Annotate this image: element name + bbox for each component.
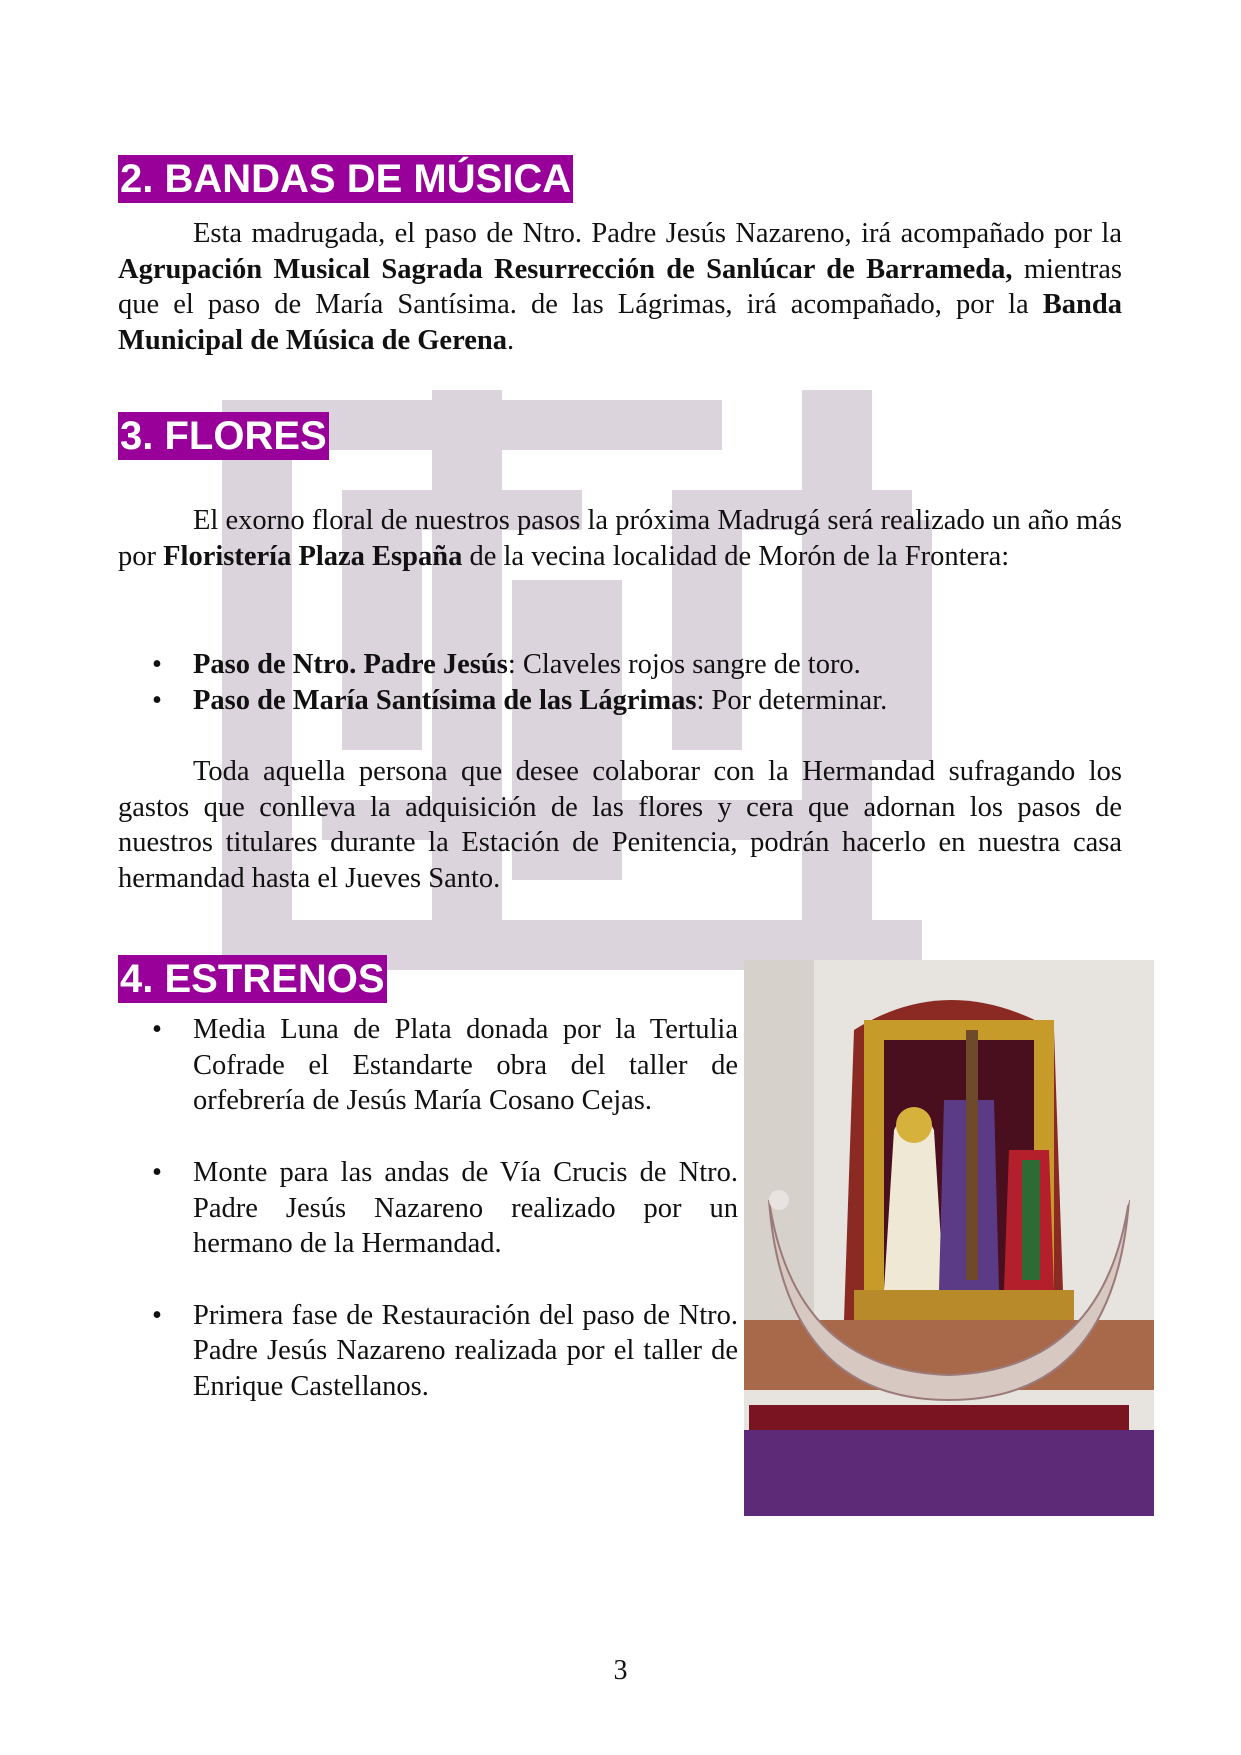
estrenos-list bbox=[118, 1012, 738, 1440]
list-item: • Paso de Ntro. Padre Jesús: Claveles rojos sangre de toro. bbox=[118, 647, 1122, 683]
flores-intro-paragraph: El exorno floral de nuestros pasos la próxima Madrugá será realizado un año más por Floristería Plaza España de la vecina localidad de Morón de la Frontera: bbox=[118, 505, 1122, 572]
list-item: • Media Luna de Plata donada por la Tertulia Cofrade el Estandarte obra del taller de orfebrería de Jesús María Cosano Cejas. bbox=[152, 1014, 738, 1117]
flores-closing-paragraph: Toda aquella persona que desee colaborar con la Hermandad sufragando los gastos que conlleva la adquisición de las flores y cera que adornan los pasos de nuestros titulares durante la Estación de Penitencia, podrán hacerlo en nuestra casa hermandad hasta el Jueves Santo. bbox=[118, 756, 1122, 895]
list-item: • Primera fase de Restauración del paso de Ntro. Padre Jesús Nazareno realizada por el taller de Enrique Castellanos. bbox=[152, 1299, 738, 1402]
bullet-icon: • bbox=[152, 1014, 162, 1045]
bullet-icon: • bbox=[152, 1156, 162, 1188]
heading-flores: 3. FLORES bbox=[120, 414, 327, 458]
list-item: • Monte para las andas de Vía Crucis de Ntro. Padre Jesús Nazareno realizado por un hermano de la Hermandad. bbox=[152, 1156, 738, 1260]
bullet-icon: • bbox=[152, 1299, 162, 1331]
estrenos-photo bbox=[744, 960, 1154, 1516]
bullet-icon: • bbox=[152, 684, 162, 716]
band-name-maria: Banda Municipal de Música de Gerena bbox=[118, 289, 1122, 357]
heading-estrenos: 4. ESTRENOS bbox=[120, 957, 385, 1001]
bandas-paragraph: Esta madrugada, el paso de Ntro. Padre Jesús Nazareno, irá acompañado por la Agrupación Musical Sagrada Resurrección de Sanlúcar de Barrameda, mientras que el paso de María Santísima. de las Lágrimas, irá acompañado, por la Banda Municipal de Música de Gerena. bbox=[118, 218, 1122, 357]
list-item: • Paso de María Santísima de las Lágrimas: Por determinar. bbox=[118, 683, 1122, 719]
bullet-icon: • bbox=[152, 649, 162, 680]
florist-name: Floristería Plaza España bbox=[163, 540, 463, 572]
flores-list bbox=[118, 647, 1122, 718]
heading-bandas-de-musica: 2. BANDAS DE MÚSICA bbox=[120, 157, 572, 201]
band-name-jesus: Agrupación Musical Sagrada Resurrección de Sanlúcar de Barrameda, bbox=[118, 253, 1013, 285]
page-number: 3 bbox=[613, 1655, 628, 1686]
